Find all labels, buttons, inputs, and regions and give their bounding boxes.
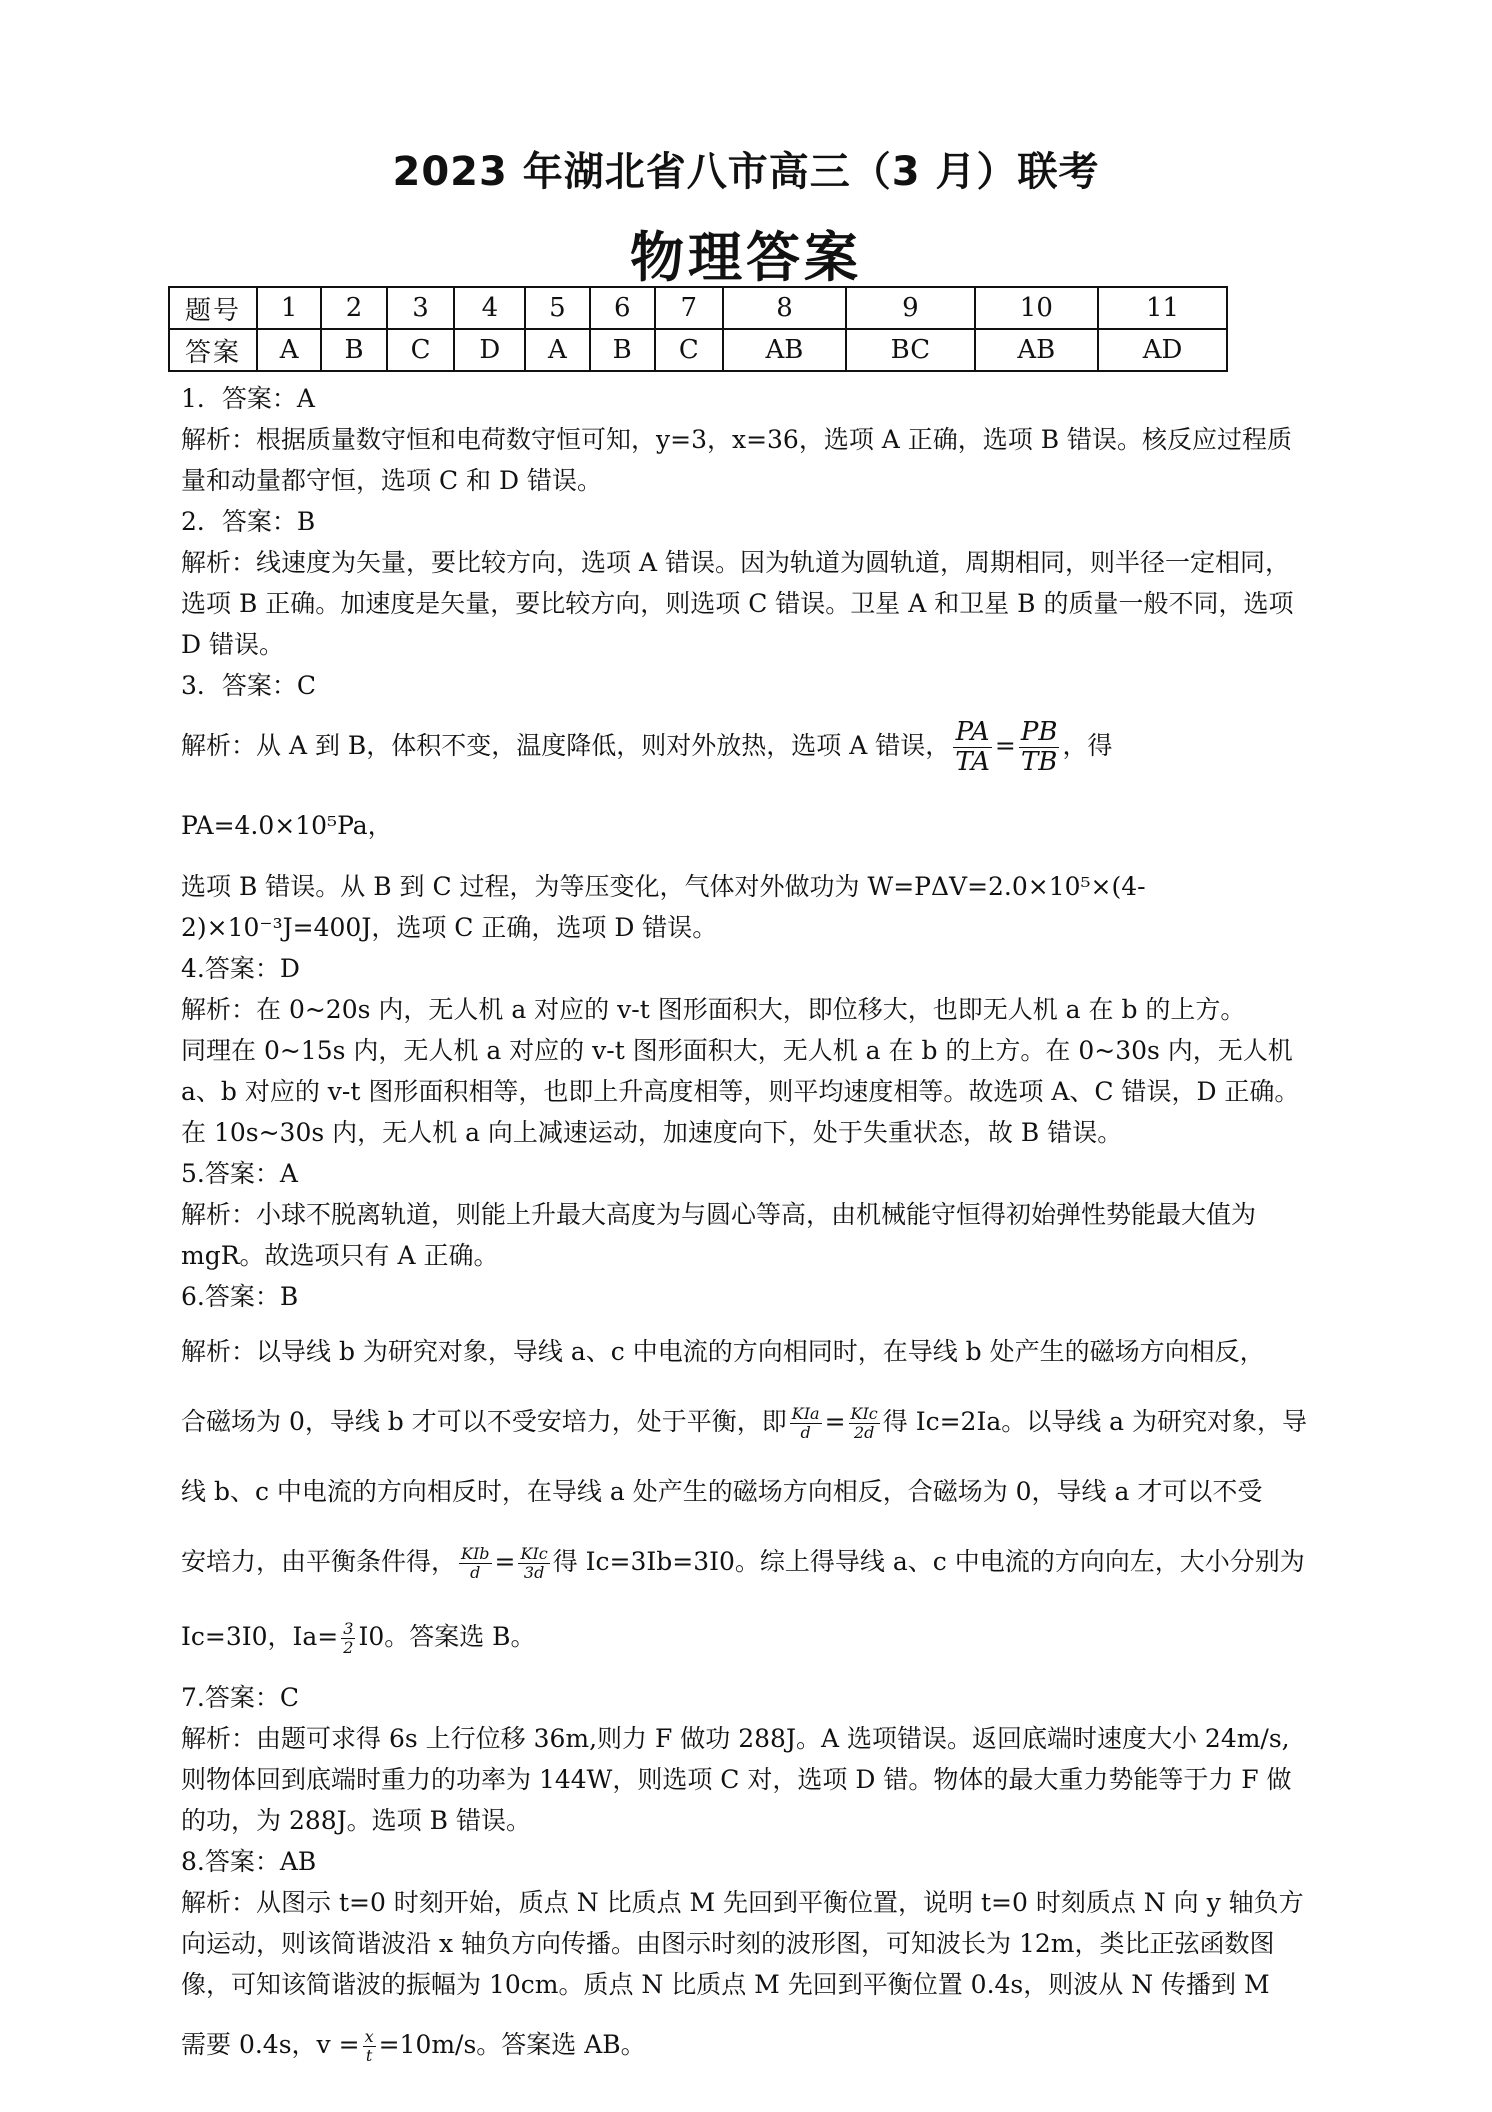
- q6-fraction-3: [459, 1545, 492, 1581]
- fraction-numerator: KIa: [791, 1404, 820, 1424]
- table-cell-number: 5: [525, 287, 589, 329]
- table-cell-number: 10: [975, 287, 1098, 329]
- q3-explanation-line1: [181, 706, 1311, 866]
- q8-explanation-last: [181, 2005, 1311, 2085]
- q8-fraction: [363, 2028, 376, 2064]
- q6-line5-text-b: I0。答案选 B。: [358, 1622, 536, 1651]
- q6-answer: 6.答案：B: [181, 1282, 299, 1311]
- q6-explanation-line5: [181, 1597, 1311, 1677]
- fraction-numerator: x: [364, 2027, 374, 2047]
- fraction-numerator: PA: [953, 718, 992, 748]
- fraction-denominator: 2d: [853, 1423, 875, 1442]
- table-cell-answer: C: [387, 329, 455, 371]
- table-row-label: 题号: [169, 287, 257, 329]
- table-cell-answer: A: [257, 329, 321, 371]
- document-title: 2023 年湖北省八市高三（3 月）联考: [392, 149, 1100, 195]
- fraction-denominator: 2: [343, 1638, 354, 1657]
- equals-sign: =: [494, 1547, 516, 1576]
- answer-table-number-row: [169, 287, 1227, 329]
- fraction-numerator: 3: [343, 1619, 354, 1639]
- q6-fraction-4: [518, 1545, 549, 1581]
- q4-explanation-line2: 同理在 0~15s 内，无人机 a 对应的 v-t 图形面积大，无人机 a 在 b 的上方。在 0~30s 内，无人机 a、b 对应的 v-t 图形面积相等，也即上升高度相等，则平均速度相等。故选项 A、C 错误，D 正确。在 10s~30s 内，无人机 a 向上减速运动，加速度向下，处于失重状态，故 B 错误。: [181, 1036, 1300, 1147]
- q6-line2-text-b: 得 Ic=2Ia。以导线 a 为研究对象，导: [882, 1407, 1308, 1436]
- table-cell-answer: AB: [975, 329, 1098, 371]
- q3-text-a: 解析：从 A 到 B，体积不变，温度降低，则对外放热，选项 A 错误，: [181, 731, 951, 760]
- table-cell-answer: AD: [1098, 329, 1227, 371]
- q7-answer: 7.答案：C: [181, 1683, 299, 1712]
- q1-explanation: 解析：根据质量数守恒和电荷数守恒可知，y=3，x=36，选项 A 正确，选项 B 错误。核反应过程质量和动量都守恒，选项 C 和 D 错误。: [181, 425, 1293, 495]
- q7-explanation: 解析：由题可求得 6s 上行位移 36m,则力 F 做功 288J。A 选项错误。返回底端时速度大小 24m/s,则物体回到底端时重力的功率为 144W，则选项 C 对，选项 D 错。物体的最大重力势能等于力 F 做的功，为 288J。选项 B 错误。: [181, 1724, 1292, 1835]
- q2-answer: 2．答案：B: [181, 507, 316, 536]
- table-cell-number: 6: [590, 287, 655, 329]
- answer-table: [168, 286, 1228, 372]
- q3-fraction-b: [1019, 718, 1060, 776]
- fraction-denominator: t: [365, 2046, 373, 2065]
- q8-explanation: 解析：从图示 t=0 时刻开始，质点 N 比质点 M 先回到平衡位置，说明 t=0 时刻质点 N 向 y 轴负方向运动，则该简谐波沿 x 轴负方向传播。由图示时刻的波形图，可知波长为 12m，类比正弦函数图像，可知该简谐波的振幅为 10cm。质点 N 比质点 M 先回到平衡位置 0.4s，则波从 N 传播到 M: [181, 1888, 1304, 1999]
- q3-answer: 3．答案：C: [181, 671, 317, 700]
- table-cell-answer: AB: [723, 329, 846, 371]
- q8-last-text-a: 需要 0.4s，v =: [181, 2030, 360, 2059]
- q6-fraction-2: [849, 1405, 880, 1441]
- solutions-body: [181, 378, 1311, 2085]
- fraction-numerator: KIc: [520, 1544, 548, 1564]
- fraction-denominator: TB: [1020, 747, 1058, 777]
- table-cell-number: 3: [387, 287, 455, 329]
- table-cell-number: 8: [723, 287, 846, 329]
- table-cell-number: 11: [1098, 287, 1227, 329]
- q6-explanation-line2: [181, 1387, 1311, 1457]
- table-cell-answer: C: [655, 329, 723, 371]
- fraction-denominator: TA: [955, 747, 990, 777]
- document-subtitle: 物理答案: [630, 226, 862, 289]
- table-cell-answer: BC: [846, 329, 974, 371]
- q6-fraction-1: [790, 1405, 822, 1441]
- q6-explanation-line4: [181, 1527, 1311, 1597]
- table-cell-number: 7: [655, 287, 723, 329]
- equals-sign: =: [824, 1407, 846, 1436]
- q6-line4-text-b: 得 Ic=3Ib=3I0。综上得导线 a、c 中电流的方向向左，大小分别为: [552, 1547, 1305, 1576]
- table-cell-number: 1: [257, 287, 321, 329]
- q5-answer: 5.答案：A: [181, 1159, 298, 1188]
- q4-explanation-line1: 解析：在 0~20s 内，无人机 a 对应的 v-t 图形面积大，即位移大，也即无人机 a 在 b 的上方。: [181, 995, 1246, 1024]
- q6-line2-text-a: 合磁场为 0，导线 b 才可以不受安培力，处于平衡，即: [181, 1407, 787, 1436]
- q5-explanation: 解析：小球不脱离轨道，则能上升最大高度为与圆心等高，由机械能守恒得初始弹性势能最大值为 mgR。故选项只有 A 正确。: [181, 1200, 1257, 1270]
- table-cell-number: 2: [321, 287, 386, 329]
- q4-answer: 4.答案：D: [181, 954, 300, 983]
- q6-explanation-line3: 线 b、c 中电流的方向相反时，在导线 a 处产生的磁场方向相反，合磁场为 0，导线 a 才可以不受: [181, 1477, 1263, 1506]
- q3-fraction-a: [953, 718, 992, 776]
- q6-line5-text-a: Ic=3I0，Ia=: [181, 1622, 339, 1651]
- equals-sign: =: [994, 731, 1016, 760]
- fraction-numerator: KIc: [850, 1404, 878, 1424]
- table-cell-answer: B: [590, 329, 655, 371]
- table-row-label: 答案: [169, 329, 257, 371]
- q8-answer: 8.答案：AB: [181, 1847, 317, 1876]
- table-cell-answer: D: [454, 329, 525, 371]
- q3-explanation-line2: 选项 B 错误。从 B 到 C 过程，为等压变化，气体对外做功为 W=PΔV=2.0×10⁵×(4-2)×10⁻³J=400J，选项 C 正确，选项 D 错误。: [181, 872, 1146, 942]
- fraction-numerator: KIb: [461, 1544, 490, 1564]
- fraction-denominator: d: [800, 1423, 811, 1442]
- q3-text-b: ，得 PA=4.0×10⁵Pa，: [181, 731, 1113, 840]
- table-cell-answer: A: [525, 329, 589, 371]
- q6-line4-text-a: 安培力，由平衡条件得，: [181, 1547, 457, 1576]
- q6-fraction-5: [341, 1620, 355, 1656]
- fraction-denominator: d: [470, 1563, 481, 1582]
- fraction-denominator: 3d: [523, 1563, 545, 1582]
- q1-answer: 1．答案：A: [181, 384, 315, 413]
- fraction-numerator: PB: [1020, 717, 1058, 748]
- q6-explanation-line1: 解析：以导线 b 为研究对象，导线 a、c 中电流的方向相同时，在导线 b 处产生的磁场方向相反，: [181, 1337, 1265, 1366]
- answer-table-answer-row: [169, 329, 1227, 371]
- table-cell-number: 4: [454, 287, 525, 329]
- table-cell-answer: B: [321, 329, 386, 371]
- table-cell-number: 9: [846, 287, 974, 329]
- q8-last-text-b: =10m/s。答案选 AB。: [378, 2030, 646, 2059]
- q2-explanation: 解析：线速度为矢量，要比较方向，选项 A 错误。因为轨道为圆轨道，周期相同，则半径一定相同，选项 B 正确。加速度是矢量，要比较方向，则选项 C 错误。卫星 A 和卫星 B 的质量一般不同，选项 D 错误。: [181, 548, 1294, 659]
